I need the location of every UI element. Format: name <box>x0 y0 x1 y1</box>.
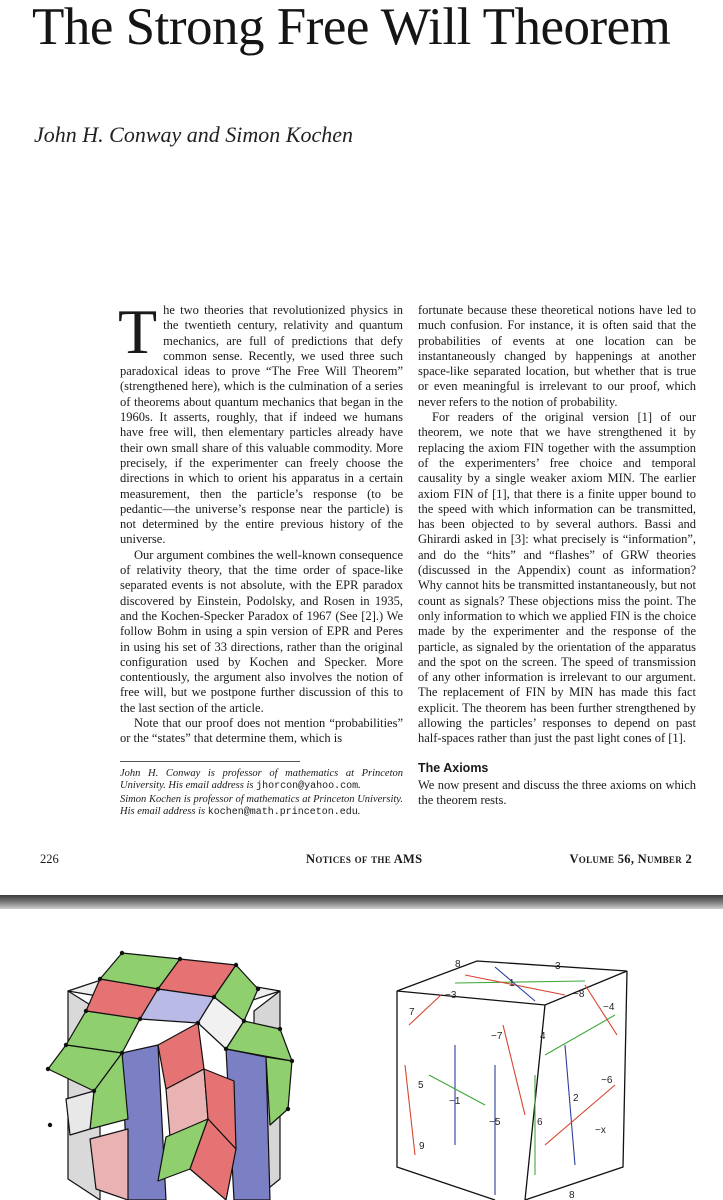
direction-label: −4 <box>603 1002 615 1013</box>
article-authors: John H. Conway and Simon Kochen <box>34 122 353 147</box>
right-column <box>418 303 696 809</box>
direction-label: −5 <box>489 1117 501 1128</box>
direction-label: 2 <box>573 1093 579 1104</box>
page-footer <box>40 852 692 870</box>
paragraph-2: Our argument combines the well-known consequence of relativity theory, that the time order of space-like separated events is not absolute, with the EPR paradox discovered by Einstein, Podolsky, and Rosen in 1935, and the Kochen-Specker Paradox of 1967 (See [2].) We follow Bohm in using a spin version of EPR and Peres in using his set of 33 directions, rather than the original configuration used by Kochen and Specker. More contentiously, the argument also involves the notion of free will, but we postpone further discussion of this to the last section of the article. <box>120 547 403 715</box>
volume-issue: Volume 56, Number 2 <box>569 852 692 866</box>
paragraph-1: The two theories that revolutionized physics in the twentieth century, relativity and quantum mechanics, are full of predictions that defy common sense. Recently, we used three such paradoxical ideas to prove “The Free Will Theorem” (strengthened here), which is the culmination of a series of theorems about quantum mechanics that began in the 1960s. It asserts, roughly, that if indeed we humans have free will, then elementary particles already have their own small share of this valuable commodity. More precisely, if the experimenter can freely choose the directions in which to orient his apparatus in a certain measurement, then the particle’s response (to be pedantic—the universe’s response near the particle) is not determined by the entire previous history of the universe. <box>118 296 403 547</box>
direction-label: 9 <box>419 1141 425 1152</box>
kochen-email[interactable]: kochen@math.princeton.edu <box>207 807 358 819</box>
polyhedron-figure <box>30 949 320 1200</box>
paragraph-5: For readers of the original version [1] of our theorem, we note that we have strengthened it by replacing the axiom FIN together with the assumption of the experimenters’ free choice and temporal causality by a single weaker axiom MIN. The earlier axiom FIN of [1], that there is a finite upper bound to the speed with which information can be transmitted, has been objected to by several authors. Bassi and Ghirardi asked in [3]: what precisely is “information”, and do the “hits” and “flashes” of GRW theories (discussed in the Appendix) count as information? Why cannot hits be transmitted instantaneously, but not count as signals? These objections miss the point. The only information to which we applied FIN is the choice made by the experimenter and the response of the particle, as signaled by the orientation of the apparatus and the spot on the screen. The speed of transmission of any other information is irrelevant to our argument. The replacement of FIN by MIN has made this fact explicit. The theorem has been further strengthened by allowing the particles’ responses to depend on past half-spaces rather than just the past light cones of [1]. <box>418 410 696 746</box>
direction-label: 8 <box>455 959 461 970</box>
direction-label: −7 <box>491 1031 503 1042</box>
paragraph-3: Note that our proof does not mention “probabilities” or the “states” that determine them, which is <box>120 716 403 746</box>
page-number: 226 <box>40 852 59 866</box>
direction-label: −x <box>595 1125 606 1136</box>
section-intro: We now present and discuss the three axioms on which the theorem rests. <box>418 777 696 808</box>
page-divider <box>0 895 723 909</box>
direction-label: −3 <box>445 990 457 1001</box>
direction-label: 6 <box>537 1117 543 1128</box>
direction-label: 8 <box>569 1190 575 1200</box>
direction-label: 4 <box>540 1031 546 1042</box>
journal-name: Notices of the AMS <box>306 852 423 866</box>
direction-label: 3 <box>555 961 561 972</box>
author-footnote <box>120 768 403 820</box>
footnote-rule <box>120 761 300 768</box>
drop-cap: T <box>118 296 158 367</box>
section-heading-axioms: The Axioms <box>418 760 489 775</box>
paragraph-4: fortunate because these theoretical notions have led to much confusion. For instance, it is often said that the probabilities of events at one location can be instantaneously changed by happenings at another space-like separated location, but whether that is true or even meaningful is irrelevant to our proof, which never refers to the notion of probability. <box>418 303 696 409</box>
direction-label: −1 <box>449 1096 461 1107</box>
left-column <box>118 296 403 820</box>
conway-email[interactable]: jhorcon@yahoo.com <box>256 781 359 793</box>
article-title: The Strong Free Will Theorem <box>32 0 671 56</box>
direction-label: 1 <box>509 978 515 989</box>
footnote-conway: John H. Conway is professor of mathematics at Princeton University. His email address is jhorcon@yahoo.com. <box>120 767 403 793</box>
direction-label: 5 <box>418 1080 424 1091</box>
direction-label: −8 <box>573 989 585 1000</box>
next-page-figures <box>0 909 723 1200</box>
rhomb-pink-2 <box>90 1129 128 1200</box>
direction-label: −6 <box>601 1075 613 1086</box>
rhomb-grey-2 <box>66 1091 94 1135</box>
footnote-kochen: Simon Kochen is professor of mathematics at Princeton University. His email address is kochen@math.princeton.edu. <box>120 793 403 819</box>
rhomb-green-7 <box>266 1057 292 1125</box>
kochen-specker-cube-figure <box>385 955 645 1200</box>
direction-label: 7 <box>409 1007 415 1018</box>
